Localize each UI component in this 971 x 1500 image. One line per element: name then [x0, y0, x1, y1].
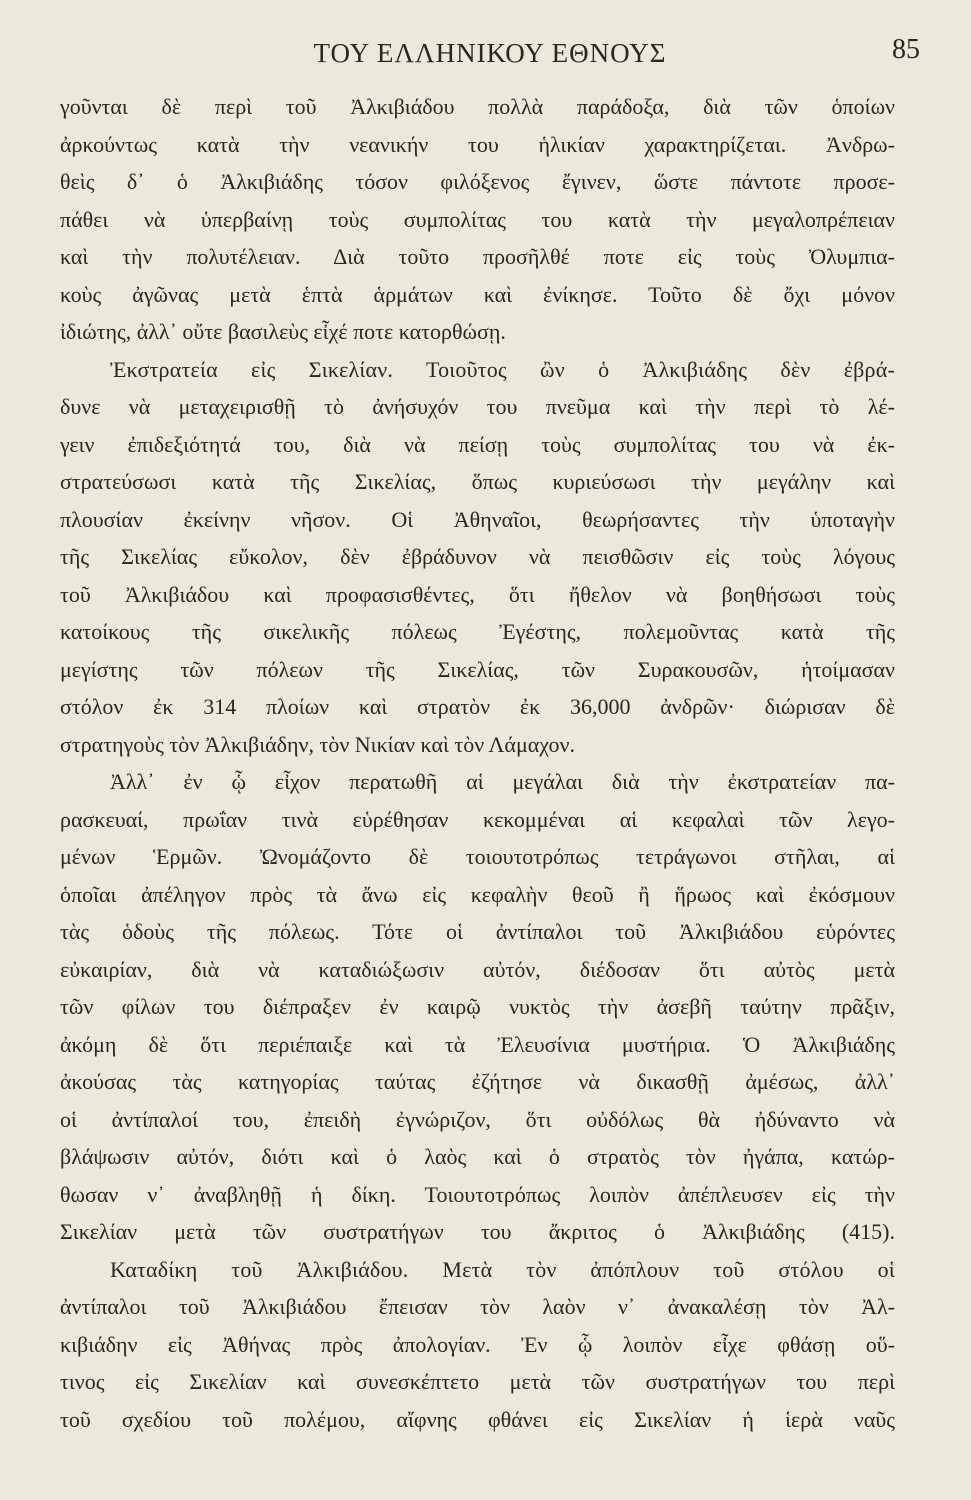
text-line: καὶ τὴν πολυτέλειαν. Διὰ τοῦτο προσῆλθέ ποτε εἰς τοὺς Ὀλυμπια- — [60, 244, 895, 269]
text-line: τὰς ὁδοὺς τῆς πόλεως. Τότε οἱ ἀντίπαλοι τοῦ Ἀλκιβιάδου εὑρόντες — [60, 919, 895, 944]
text-line: μένων Ἑρμῶν. Ὠνομάζοντο δὲ τοιουτοτρόπως τετράγωνοι στῆλαι, αἱ — [60, 844, 895, 869]
text-line: μεγίστης τῶν πόλεων τῆς Σικελίας, τῶν Συρακουσῶν, ἡτοίμασαν — [60, 656, 895, 682]
text-line: ἀντίπαλοι τοῦ Ἀλκιβιάδου ἔπεισαν τὸν λαὸν ν᾽ ἀνακαλέσῃ τὸν Ἀλ- — [60, 1294, 895, 1319]
text-line: στρατηγοὺς τὸν Ἀλκιβιάδην, τὸν Νικίαν καὶ τὸν Λάμαχον. — [60, 731, 576, 757]
text-line: πάθει νὰ ὑπερβαίνῃ τοὺς συμπολίτας του κατὰ τὴν μεγαλοπρέπειαν — [60, 206, 895, 232]
text-line: ἀκούσας τὰς κατηγορίας ταύτας ἐζήτησε νὰ δικασθῇ ἀμέσως, ἀλλ᾽ — [60, 1069, 895, 1094]
text-line: ὁποῖαι ἀπέληγον πρὸς τὰ ἄνω εἰς κεφαλὴν θεοῦ ἢ ἥρωος καὶ ἐκόσμουν — [60, 881, 895, 907]
text-line: τινος εἰς Σικελίαν καὶ συνεσκέπτετο μετὰ τῶν συστρατήγων του περὶ — [60, 1369, 895, 1394]
text-line: θεὶς δ᾽ ὁ Ἀλκιβιάδης τόσον φιλόξενος ἔγινεν, ὥστε πάντοτε προσε- — [60, 169, 895, 194]
body-text — [60, 88, 895, 1438]
text-line: βλάψωσιν αὐτόν, διότι καὶ ὁ λαὸς καὶ ὁ στρατὸς τὸν ἠγάπα, κατώρ- — [60, 1144, 895, 1169]
text-line: στρατεύσωσι κατὰ τῆς Σικελίας, ὅπως κυριεύσωσι τὴν μεγάλην καὶ — [60, 469, 895, 494]
text-line: εὐκαιρίαν, διὰ νὰ καταδιώξωσιν αὐτόν, διέδοσαν ὅτι αὐτὸς μετὰ — [60, 956, 895, 982]
page-number: 85 — [892, 34, 920, 65]
text-line: θωσαν ν᾽ ἀναβληθῇ ἡ δίκη. Τοιουτοτρόπως λοιπὸν ἀπέπλευσεν εἰς τὴν — [60, 1181, 895, 1207]
text-line: κατοίκους τῆς σικελικῆς πόλεως Ἐγέστης, πολεμοῦντας κατὰ τῆς — [60, 619, 895, 644]
text-line: γοῦνται δὲ περὶ τοῦ Ἀλκιβιάδου πολλὰ παράδοξα, διὰ τῶν ὁποίων — [60, 94, 895, 119]
text-line-paragraph-start: Ἀλλ᾽ ἐν ᾧ εἶχον περατωθῆ αἱ μεγάλαι διὰ τὴν ἐκστρατείαν πα- — [110, 769, 895, 794]
text-line: ἀρκούντως κατὰ τὴν νεανικήν του ἡλικίαν χαρακτηρίζεται. Ἀνδρω- — [60, 131, 895, 157]
text-line: Σικελίαν μετὰ τῶν συστρατήγων του ἄκριτος ὁ Ἀλκιβιάδης (415). — [60, 1219, 895, 1244]
text-line: ἰδιώτης, ἀλλ᾽ οὔτε βασιλεὺς εἶχέ ποτε κατορθώσῃ. — [60, 319, 506, 344]
text-line: δυνε νὰ μεταχειρισθῇ τὸ ἀνήσυχόν του πνεῦμα καὶ τὴν περὶ τὸ λέ- — [60, 394, 895, 419]
text-line: στόλον ἐκ 314 πλοίων καὶ στρατὸν ἐκ 36,000 ἀνδρῶν· διώρισαν δὲ — [60, 694, 895, 719]
page-header — [60, 30, 920, 80]
text-line: οἱ ἀντίπαλοί του, ἐπειδὴ ἐγνώριζον, ὅτι οὐδόλως θὰ ἠδύναντο νὰ — [60, 1106, 895, 1132]
text-line: γειν ἐπιδεξιότητά του, διὰ νὰ πείσῃ τοὺς συμπολίτας του νὰ ἐκ- — [60, 431, 895, 457]
text-line: ἀκόμη δὲ ὅτι περιέπαιξε καὶ τὰ Ἐλευσίνια μυστήρια. Ὁ Ἀλκιβιάδης — [60, 1031, 895, 1057]
text-line-section-start: Ἐκστρατεία εἰς Σικελίαν. Τοιοῦτος ὢν ὁ Ἀλκιβιάδης δὲν ἐβρά- — [110, 356, 895, 382]
text-line: τῶν φίλων του διέπραξεν ἐν καιρῷ νυκτὸς τὴν ἀσεβῆ ταύτην πρᾶξιν, — [60, 994, 895, 1019]
text-line: τοῦ σχεδίου τοῦ πολέμου, αἴφνης φθάνει εἰς Σικελίαν ἡ ἱερὰ ναῦς — [60, 1406, 895, 1432]
running-title: ΤΟΥ ΕΛΛΗΝΙΚΟΥ ΕΘΝΟΥΣ — [313, 38, 667, 68]
text-line: ρασκευαί, πρωΐαν τινὰ εὑρέθησαν κεκομμέναι αἱ κεφαλαὶ τῶν λεγο- — [60, 806, 895, 832]
text-line: τοῦ Ἀλκιβιάδου καὶ προφασισθέντες, ὅτι ἤθελον νὰ βοηθήσωσι τοὺς — [60, 581, 895, 607]
text-line: κοὺς ἀγῶνας μετὰ ἑπτὰ ἁρμάτων καὶ ἐνίκησε. Τοῦτο δὲ ὄχι μόνον — [60, 281, 895, 307]
text-line-section-start: Καταδίκη τοῦ Ἀλκιβιάδου. Μετὰ τὸν ἀπόπλουν τοῦ στόλου οἱ — [110, 1256, 895, 1282]
text-line: κιβιάδην εἰς Ἀθήνας πρὸς ἀπολογίαν. Ἐν ᾧ λοιπὸν εἶχε φθάσῃ οὕ- — [60, 1331, 895, 1357]
text-line: τῆς Σικελίας εὔκολον, δὲν ἐβράδυνον νὰ πεισθῶσιν εἰς τοὺς λόγους — [60, 544, 895, 569]
text-line: πλουσίαν ἐκείνην νῆσον. Οἱ Ἀθηναῖοι, θεωρήσαντες τὴν ὑποταγὴν — [60, 506, 895, 532]
